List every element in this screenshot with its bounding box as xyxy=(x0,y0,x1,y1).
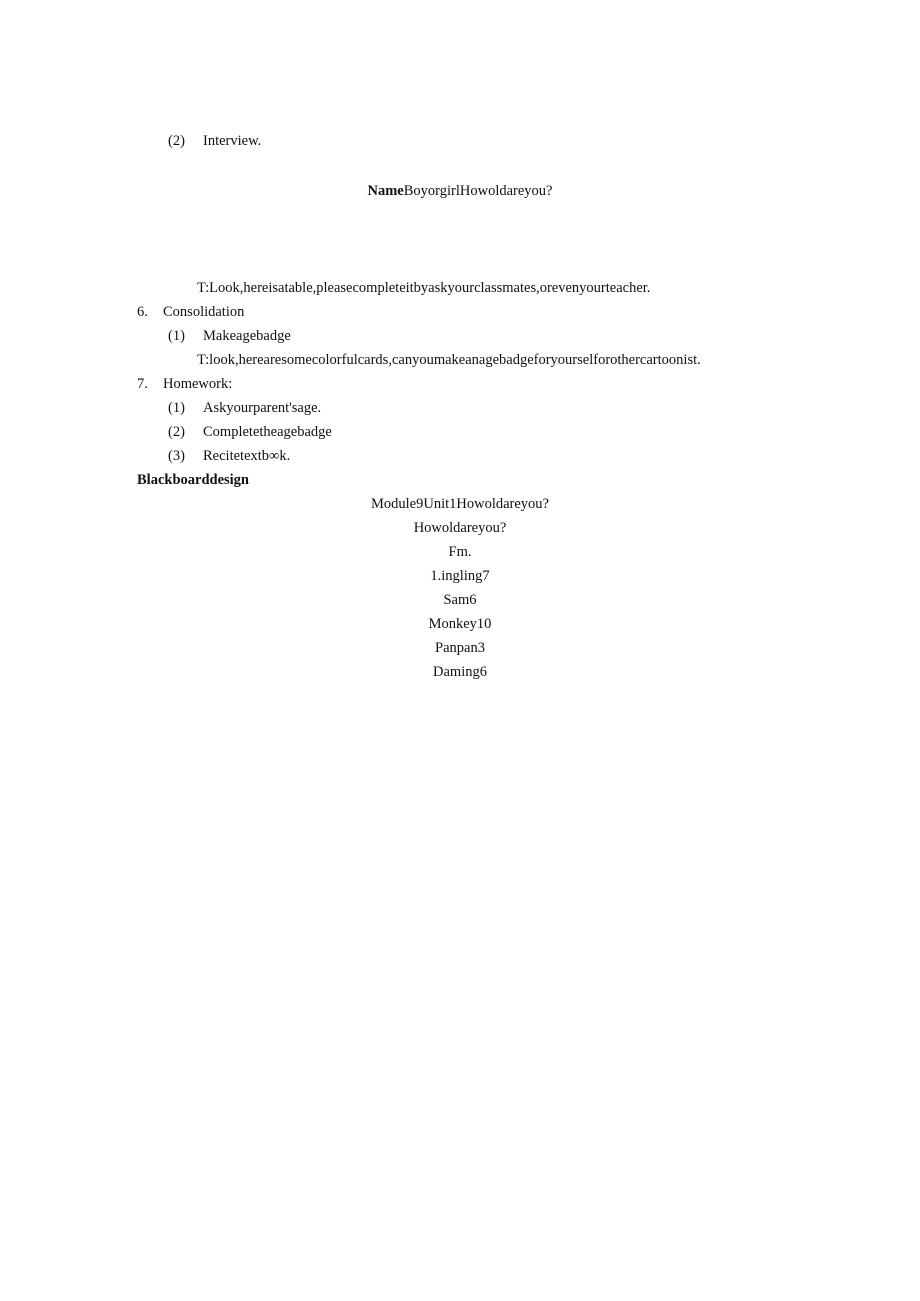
interview-label: Interview. xyxy=(203,133,262,149)
consolidation-item-label: Makeagebadge xyxy=(203,328,291,344)
interview-table-header xyxy=(0,182,920,200)
consolidation-title: Consolidation xyxy=(163,304,245,320)
homework-item-number: (2) xyxy=(168,424,185,440)
blackboard-line: Monkey10 xyxy=(428,616,492,632)
blackboard-line: Module9Unit1Howoldareyou? xyxy=(371,496,549,512)
table-header-columns: BoyorgirlHowoldareyou? xyxy=(403,183,553,199)
homework-item-label: Askyourparent'sage. xyxy=(203,400,322,416)
blackboard-line: Panpan3 xyxy=(435,640,485,656)
homework-number: 7. xyxy=(137,376,148,392)
homework-item-number: (1) xyxy=(168,400,185,416)
blackboard-line: Sam6 xyxy=(443,592,477,608)
homework-item-label: Completetheagebadge xyxy=(203,424,332,440)
homework-title: Homework: xyxy=(163,376,233,392)
table-header-name: Name xyxy=(367,183,404,199)
homework-item-label: Recitetextb∞k. xyxy=(203,448,291,464)
blackboard-line: Daming6 xyxy=(433,664,487,680)
homework-item-number: (3) xyxy=(168,448,185,464)
blackboard-heading: Blackboarddesign xyxy=(137,472,249,488)
interview-number: (2) xyxy=(168,133,185,149)
blackboard-line: Howoldareyou? xyxy=(413,520,507,536)
consolidation-number: 6. xyxy=(137,304,148,320)
consolidation-instruction: T:look,herearesomecolorfulcards,canyoumakeanagebadgeforyourselforothercartoonist. xyxy=(197,352,701,368)
interview-instruction: T:Look,hereisatable,pleasecompleteitbyaskyourclassmates,orevenyourteacher. xyxy=(197,280,651,296)
consolidation-item-number: (1) xyxy=(168,328,185,344)
blackboard-line: 1.ingling7 xyxy=(430,568,490,584)
blackboard-line: Fm. xyxy=(448,544,472,560)
